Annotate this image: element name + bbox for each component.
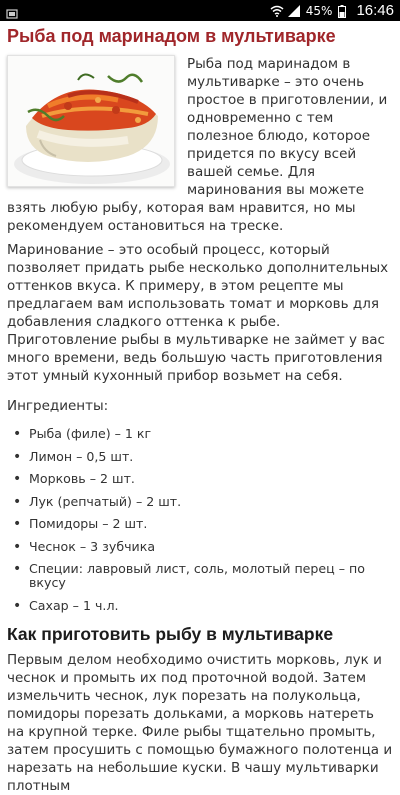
status-bar <box>0 0 400 21</box>
marinade-paragraph: Маринование – это особый процесс, который позволяет придать рыбе несколько дополнительных оттенков вкуса. К примеру, в этом рецепте мы предлагаем вам использовать томат и морковь для добавления сладкого оттенка к рыбе. Приготовление рыбы в мультиварке не займет у вас много времени, ведь большую часть приготовления этот умный кухонный прибор возьмет на себя. <box>7 242 389 384</box>
status-bar-notifications <box>6 5 18 17</box>
section-heading: Как приготовить рыбу в мультиварке <box>7 623 334 644</box>
list-item: • Лимон – 0,5 шт. <box>29 450 393 464</box>
ingredients-list <box>7 427 393 613</box>
list-item: • Сахар – 1 ч.л. <box>29 599 393 613</box>
article-title: Рыба под маринадом в мультиварке <box>7 26 336 46</box>
ingredients-label: Ингредиенты: <box>7 398 109 414</box>
list-item: • Рыба (филе) – 1 кг <box>29 427 393 441</box>
signal-icon <box>288 5 300 17</box>
cooking-paragraph: Первым делом необходимо очистить морковь, лук и чеснок и промыть их под проточной водой. Затем измельчить чеснок, лук порезать на полукольца, помидоры порезать дольками, а морковь натереть на крупной терке. Филе рыбы тщательно промыть, затем просушить с помощью бумажного полотенца и нарезать на небольшие куски. В чашу мультиварки плотным <box>7 651 393 794</box>
battery-icon <box>338 5 350 17</box>
list-item: • Помидоры – 2 шт. <box>29 517 393 531</box>
notification-icon <box>6 5 18 17</box>
list-item: • Морковь – 2 шт. <box>29 472 393 486</box>
list-item: • Лук (репчатый) – 2 шт. <box>29 495 393 509</box>
intro-paragraph: Рыба под маринадом в мультиварке – это очень простое в приготовлении, и одновременно с тем полезное блюдо, которое придется по вкусу всей вашей семье. Для маринования вы можете взять любую рыбу, которая вам нравится, но мы рекомендуем остановиться на треске. <box>7 56 388 234</box>
status-bar-indicators <box>270 2 394 19</box>
battery-percent: 45% <box>305 3 333 18</box>
article <box>0 25 400 795</box>
wifi-icon <box>270 5 282 17</box>
clock: 16:46 <box>356 2 394 19</box>
list-item: • Чеснок – 3 зубчика <box>29 540 393 554</box>
list-item: • Специи: лавровый лист, соль, молотый перец – по вкусу <box>29 562 393 590</box>
dish-photo <box>7 55 175 187</box>
